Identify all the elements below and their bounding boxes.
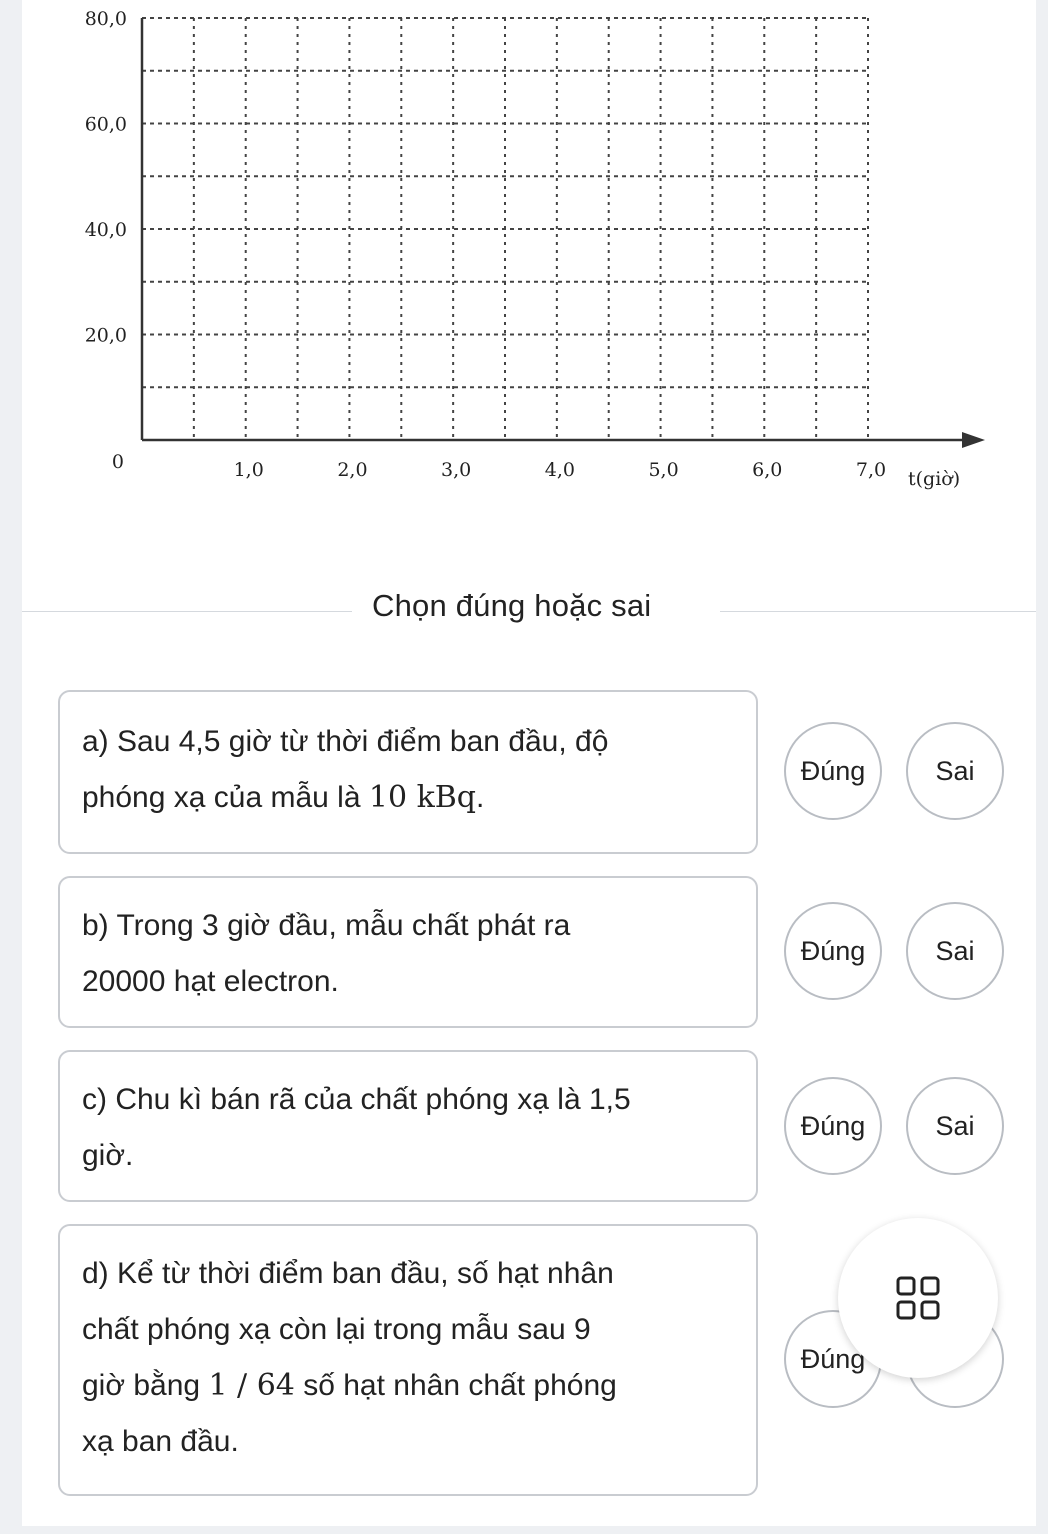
chart-grid bbox=[142, 18, 868, 440]
x-tick-label: 5,0 bbox=[648, 459, 679, 481]
statement-b-line2: 20000 hạt electron. bbox=[82, 965, 339, 998]
statement-c-false-button[interactable]: Sai bbox=[906, 1077, 1004, 1175]
statement-d bbox=[58, 1224, 758, 1496]
statement-d-line4: xạ ban đầu. bbox=[82, 1425, 239, 1458]
statement-c-line1: c) Chu kì bán rã của chất phóng xạ là 1,5 bbox=[82, 1083, 631, 1116]
statement-c bbox=[58, 1050, 758, 1202]
x-tick-label: 1,0 bbox=[233, 459, 264, 481]
statement-d-true-button[interactable]: Đúng bbox=[784, 1310, 882, 1408]
y-tick-labels bbox=[85, 8, 127, 473]
statement-d-line3: giờ bằng 1 / 64 số hạt nhân chất phóng bbox=[82, 1368, 617, 1403]
grid-menu-button[interactable] bbox=[838, 1218, 998, 1378]
section-title: Chọn đúng hoặc sai bbox=[372, 588, 652, 623]
x-tick-label: 4,0 bbox=[544, 459, 575, 481]
statement-b-true-button[interactable]: Đúng bbox=[784, 902, 882, 1000]
y-tick-label: 80,0 bbox=[84, 8, 127, 30]
x-tick-label: 6,0 bbox=[752, 459, 783, 481]
divider-right bbox=[720, 611, 1036, 612]
statement-b-line1: b) Trong 3 giờ đầu, mẫu chất phát ra bbox=[82, 909, 571, 942]
statement-d-line2: chất phóng xạ còn lại trong mẫu sau 9 bbox=[82, 1313, 591, 1346]
statement-b bbox=[58, 876, 758, 1028]
x-tick-label: 7,0 bbox=[855, 459, 887, 481]
statement-c-true-button[interactable]: Đúng bbox=[784, 1077, 882, 1175]
grid-icon bbox=[896, 1276, 940, 1320]
y-tick-label: 40,0 bbox=[84, 219, 127, 241]
statement-a bbox=[58, 690, 758, 854]
statement-a-line1: a) Sau 4,5 giờ từ thời điểm ban đầu, độ bbox=[82, 725, 609, 758]
decay-chart bbox=[0, 0, 1048, 520]
x-tick-label: 2,0 bbox=[337, 459, 368, 481]
y-tick-label: 60,0 bbox=[84, 113, 127, 136]
statement-a-line2: phóng xạ của mẫu là 10 kBq. bbox=[82, 780, 485, 815]
statement-d-line1: d) Kể từ thời điểm ban đầu, số hạt nhân bbox=[82, 1257, 614, 1290]
x-tick-label: 3,0 bbox=[441, 459, 472, 481]
y-tick-label: 0 bbox=[111, 451, 124, 473]
y-tick-label: 20,0 bbox=[84, 324, 127, 347]
statement-b-false-button[interactable]: Sai bbox=[906, 902, 1004, 1000]
statement-a-false-button[interactable]: Sai bbox=[906, 722, 1004, 820]
statement-c-line2: giờ. bbox=[82, 1139, 134, 1172]
x-tick-labels bbox=[234, 459, 887, 481]
x-axis-arrow bbox=[962, 432, 985, 448]
statement-a-true-button[interactable]: Đúng bbox=[784, 722, 882, 820]
x-axis-label: t(giờ) bbox=[908, 468, 961, 490]
divider-left bbox=[22, 611, 352, 612]
